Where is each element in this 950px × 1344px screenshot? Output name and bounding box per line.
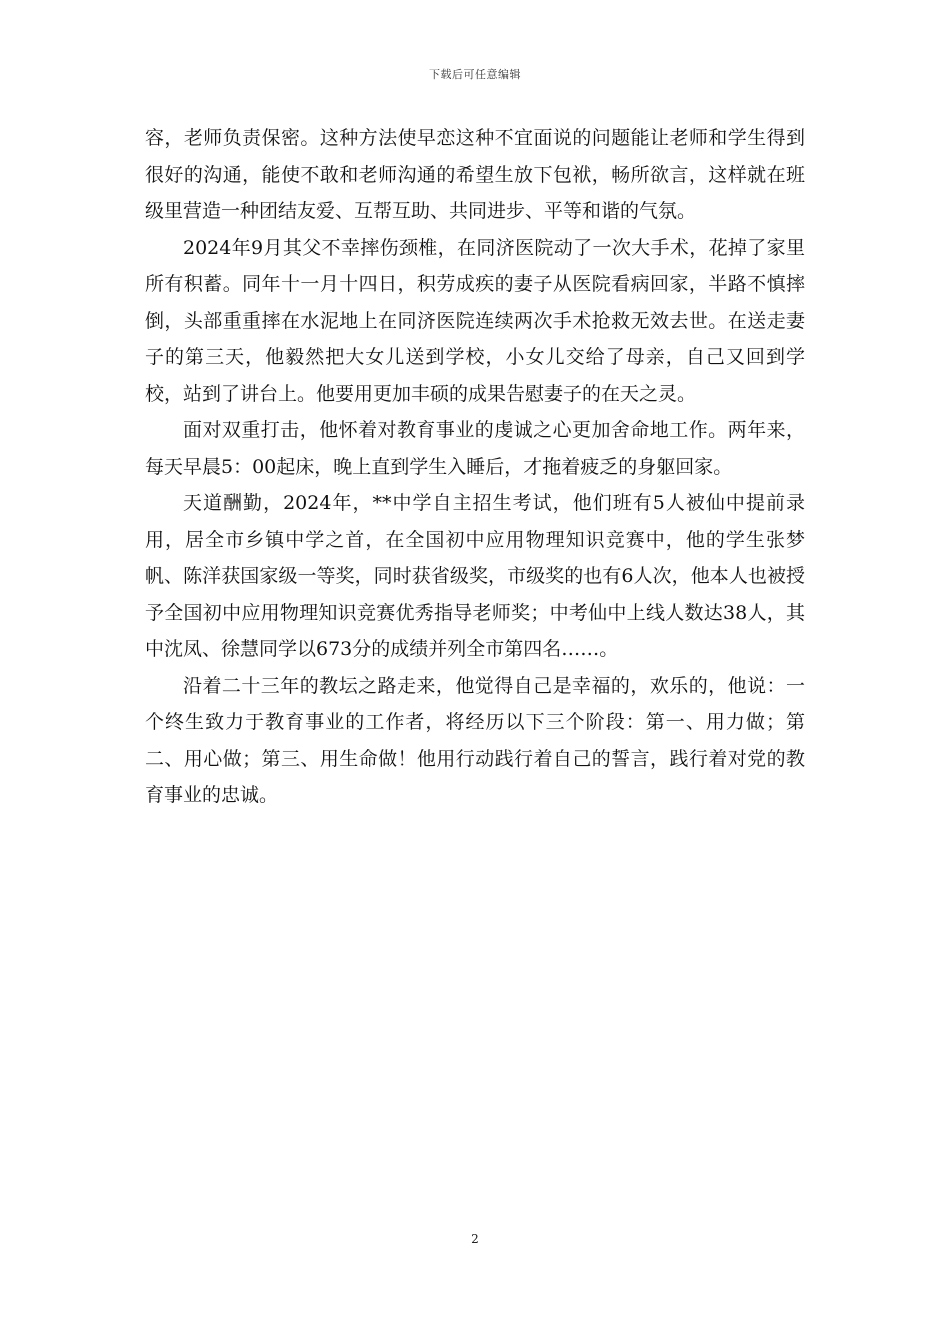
header-note: 下载后可任意编辑 [429,68,521,81]
paragraph-achievements: 天道酬勤，2024年，**中学自主招生考试，他们班有5人被仙中提前录用，居全市乡镇中学之首，在全国初中应用物理知识竞赛中，他的学生张梦帆、陈洋获国家级一等奖，同时获省级奖，市级奖的也有6人次，他本人也被授予全国初中应用物理知识竞赛优秀指导老师奖；中考仙中上线人数达38人，其中沈凤、徐慧同学以673分的成绩并列全市第四名……。 [145,492,805,660]
page-number: 2 [471,1232,479,1246]
paragraph-continuation: 容，老师负责保密。这种方法使早恋这种不宜面说的问题能让老师和学生得到很好的沟通，能使不敢和老师沟通的希望生放下包袱，畅所欲言，这样就在班级里营造一种团结友爱、互帮互助、共同进步、平等和谐的气氛。 [145,127,805,222]
paragraph-reflection: 沿着二十三年的教坛之路走来，他觉得自己是幸福的，欢乐的，他说：一个终生致力于教育事业的工作者，将经历以下三个阶段：第一、用力做；第二、用心做；第三、用生命做！他用行动践行着自己的誓言，践行着对党的教育事业的忠诚。 [145,674,805,806]
paragraph-dedication: 面对双重打击，他怀着对教育事业的虔诚之心更加舍命地工作。两年来，每天早晨5：00起床，晚上直到学生入睡后，才拖着疲乏的身躯回家。 [145,419,805,478]
paragraph-family-tragedy: 2024年9月其父不幸摔伤颈椎，在同济医院动了一次大手术，花掉了家里所有积蓄。同年十一月十四日，积劳成疾的妻子从医院看病回家，半路不慎摔倒，头部重重摔在水泥地上在同济医院连续两次手术抢救无效去世。在送走妻子的第三天，他毅然把大女儿送到学校，小女儿交给了母亲，自己又回到学校，站到了讲台上。他要用更加丰硕的成果告慰妻子的在天之灵。 [145,236,805,405]
body-text [145,120,805,814]
